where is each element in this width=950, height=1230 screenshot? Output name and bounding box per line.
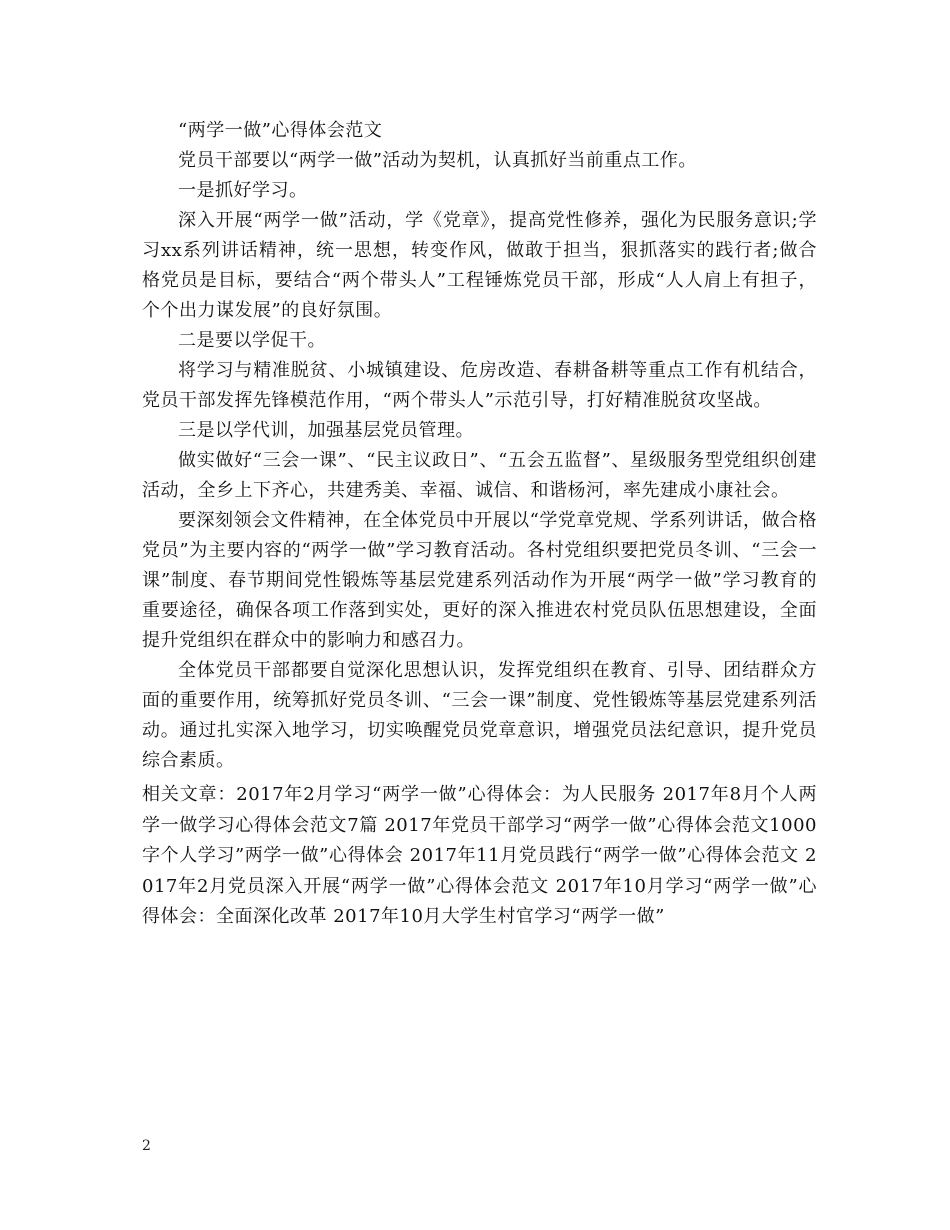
heading-study: 一是抓好学习。 (178, 180, 308, 201)
related-articles: 相关文章：2017年2月学习“两学一做”心得体会：为人民服务 2017年8月个人两学一做学习心得体会范文7篇 2017年党员干部学习“两学一做”心得体会范文1000字个人学习”两学一做”心得体会 2017年11月党员践行“两学一做”心得体会范文 2017年2月党员深入开展“两学一做”心得体会范文 2017年10月学习“两学一做”心得体会：全面深化改革 2017年10月大学生村官学习“两学一做” (142, 784, 817, 927)
paragraph-study: 深入开展“两学一做”活动，学《党章》，提高党性修养，强化为民服务意识;学习xx系列讲话精神，统一思想，转变作风，做敢于担当，狠抓落实的践行者;做合格党员是目标，要结合“两个带头人”工程锤炼党员干部，形成“人人肩上有担子，个个出力谋发展”的良好氛围。 (142, 210, 817, 321)
paragraph-promote-work: 将学习与精准脱贫、小城镇建设、危房改造、春耕备耕等重点工作有机结合，党员干部发挥先锋模范作用，“两个带头人”示范引导，打好精准脱贫攻坚战。 (142, 360, 817, 411)
document-title: “两学一做”心得体会范文 (178, 120, 383, 141)
page-number: 2 (142, 1138, 151, 1154)
heading-promote-work: 二是要以学促干。 (178, 330, 326, 351)
paragraph-conclusion: 全体党员干部都要自觉深化思想认识，发挥党组织在教育、引导、团结群众方面的重要作用，统筹抓好党员冬训、“三会一课”制度、党性锻炼等基层党建系列活动。通过扎实深入地学习，切实唤醒党员党章意识，增强党员法纪意识，提升党员综合素质。 (142, 660, 817, 771)
heading-training: 三是以学代训，加强基层党员管理。 (178, 420, 474, 441)
paragraph-training: 做实做好“三会一课”、“民主议政日”、“五会五监督”、星级服务型党组织创建活动，全乡上下齐心，共建秀美、幸福、诚信、和谐杨河，率先建成小康社会。 (142, 450, 817, 501)
paragraph-intro: 党员干部要以“两学一做”活动为契机，认真抓好当前重点工作。 (178, 150, 697, 171)
paragraph-spirit: 要深刻领会文件精神，在全体党员中开展以“学党章党规、学系列讲话，做合格党员”为主要内容的“两学一做”学习教育活动。各村党组织要把党员冬训、“三会一课”制度、春节期间党性锻炼等基层党建系列活动作为开展“两学一做”学习教育的重要途径，确保各项工作落到实处，更好的深入推进农村党员队伍思想建设，全面提升党组织在群众中的影响力和感召力。 (142, 510, 817, 651)
document-body (142, 116, 817, 933)
